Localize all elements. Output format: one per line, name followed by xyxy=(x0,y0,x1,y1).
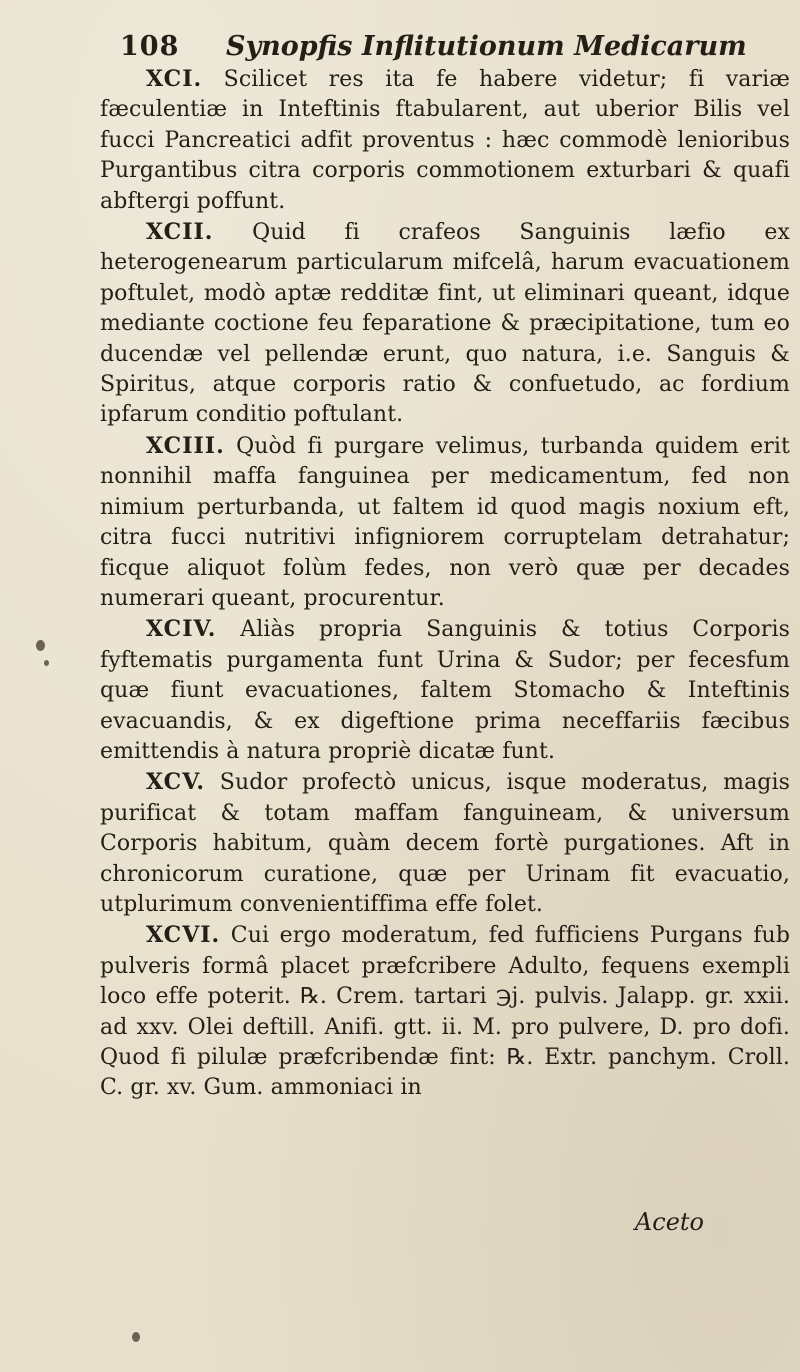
section-number: XCIV. xyxy=(146,616,217,643)
paragraph-text: Quòd fi purgare velimus, turbanda quidem erit nonnihil maffa fanguinea per medicamentum, fed non nimium perturbanda, ut faltem id quod magis noxium eft, citra fucci nutritivi infigniorem corruptelam detrahatur; ficque aliquot folùm fedes, non verò quæ per decades numerari queant, procurentur. xyxy=(100,433,790,611)
paragraph-text: Quid fi crafeos Sanguinis læfio ex heterogenearum particularum mifcelâ, harum evacuationem poftulet, modò aptæ redditæ fint, ut eliminari queant, idque mediante coctione feu feparatione & præcipitatione, tum eo ducendæ vel pellendæ erunt, quo natura, i.e. Sanguis & Spiritus, atque corporis ratio & confuetudo, ac fordium ipfarum conditio poftulant. xyxy=(100,220,790,428)
paragraph-text: Sudor profectò unicus, isque moderatus, magis purificat & totam maffam fanguineam, & universum Corporis habitum, quàm decem fortè purgationes. Aft in chronicorum curatione, quæ per Urinam fit evacuatio, utplurimum convenientiffima effe folet. xyxy=(100,770,791,917)
section-number: XCII. xyxy=(146,219,214,246)
paragraph-xcii xyxy=(100,217,790,431)
paragraph-xcv xyxy=(100,767,790,920)
paragraph-xciv xyxy=(100,614,790,767)
section-number: XCI. xyxy=(146,66,203,92)
page-number: 108 xyxy=(120,31,180,62)
ink-speck xyxy=(36,640,45,651)
ink-speck xyxy=(44,660,49,666)
running-title: Synopfis Inflitutionum Medicarum xyxy=(225,31,747,62)
paragraph-xci xyxy=(100,64,790,217)
section-number: XCV. xyxy=(146,769,206,796)
paragraph-xcvi xyxy=(100,920,790,1103)
section-number: XCIII. xyxy=(146,432,225,459)
ink-speck xyxy=(132,1332,140,1342)
body-text xyxy=(100,64,790,1104)
paragraph-text: Scilicet res ita fe habere videtur; fi variæ fæculentiæ in Inteftinis ftabularent, aut uberior Bilis vel fucci Pancreatici adfit proventus : hæc commodè lenioribus Purgantibus citra corporis commotionem exturbari & quafi abftergi poffunt. xyxy=(100,67,790,214)
catchword: Aceto xyxy=(634,1208,704,1236)
running-header xyxy=(120,32,760,62)
paragraph-xciii xyxy=(100,431,790,614)
paragraph-text: Cui ergo moderatum, fed fufficiens Purgans fub pulveris formâ placet præfcribere Adulto, fequens exempli loco effe poterit. ℞. Crem. tartari ℈j. pulvis. Jalapp. gr. xxii. ad xxv. Olei deftill. Anifi. gtt. ii. M. pro pulvere, D. pro dofi. Quod fi pilulæ præfcribendæ fint: ℞. Extr. panchym. Croll. C. gr. xv. Gum. ammoniaci in xyxy=(100,923,791,1101)
paragraph-text: Aliàs propria Sanguinis & totius Corporis fyftematis purgamenta funt Urina & Sudor; per fecesfum quæ fiunt evacuationes, faltem Stomacho & Inteftinis evacuandis, & ex digeftione prima neceffariis fæcibus emittendis à natura propriè dicatæ funt. xyxy=(100,617,790,764)
section-number: XCVI. xyxy=(146,922,221,949)
